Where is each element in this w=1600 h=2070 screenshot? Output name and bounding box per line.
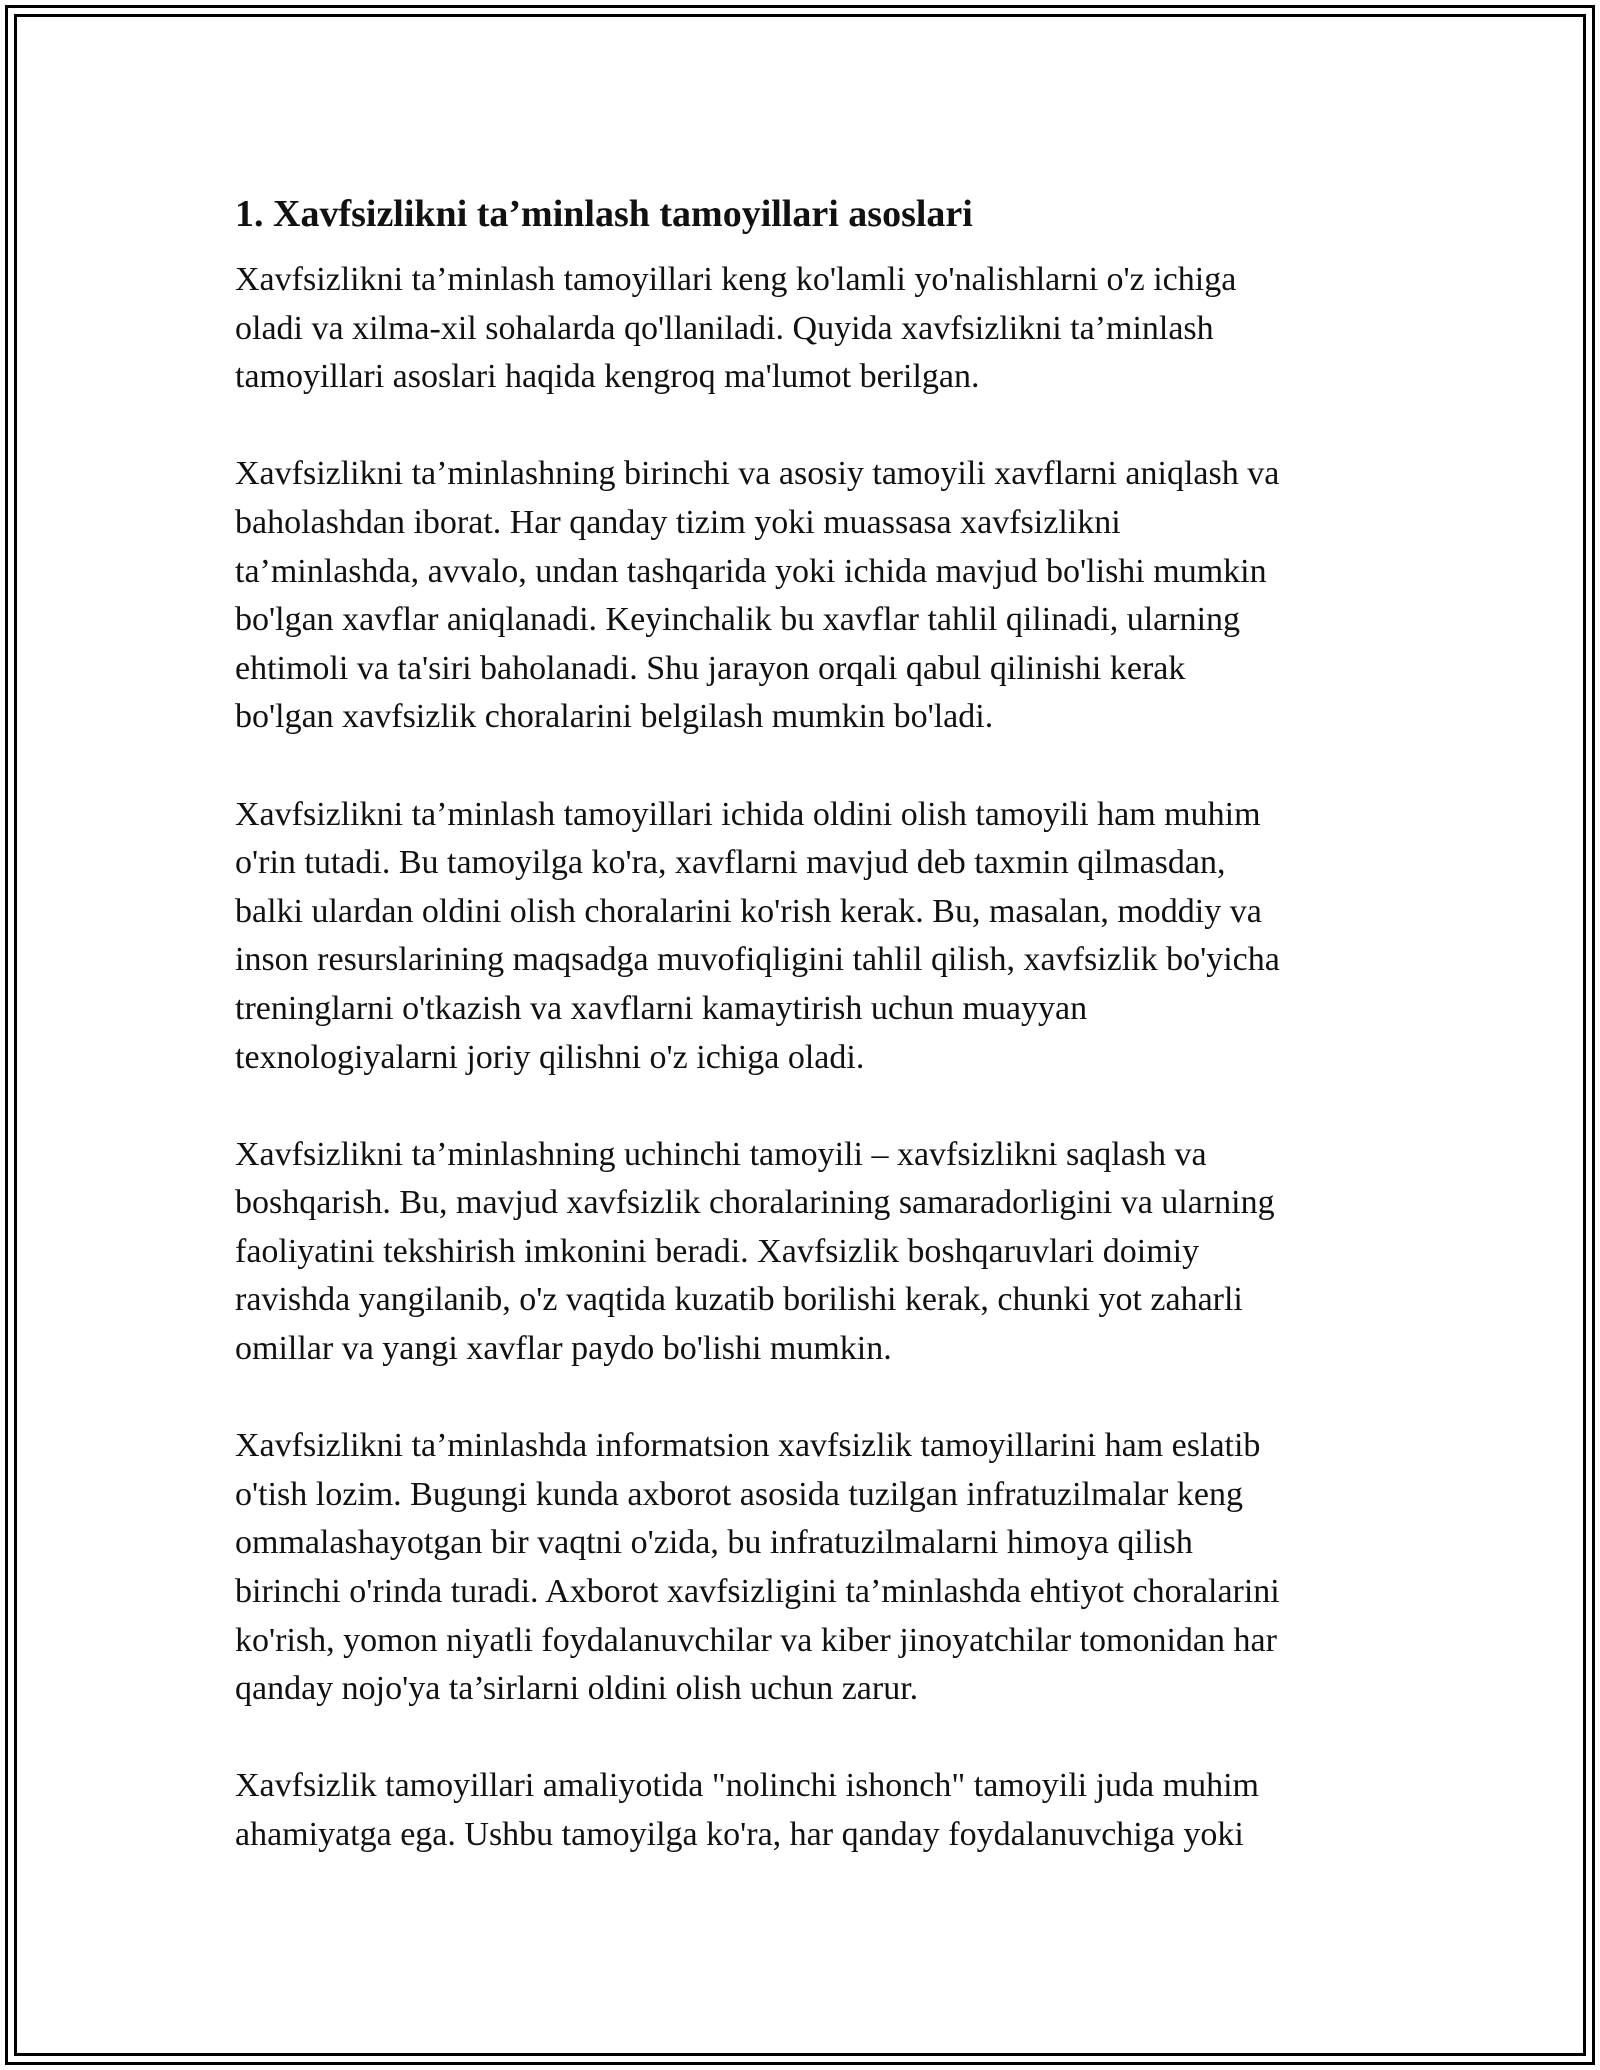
document-body: [235, 188, 1370, 1908]
text-line: birinchi o'rinda turadi. Axborot xavfsizligini ta’minlashda ehtiyot choralarini: [235, 1573, 1280, 1611]
text-line: ahamiyatga ega. Ushbu tamoyilga ko'ra, har qanday foydalanuvchiga yoki: [235, 1816, 1244, 1853]
text-line: Xavfsizlikni ta’minlashda informatsion xavfsizlik tamoyillarini ham eslatib: [235, 1427, 1261, 1465]
section-heading: 1. Xavfsizlikni ta’minlash tamoyillari asoslari: [235, 193, 973, 235]
text-line: omillar va yangi xavflar paydo bo'lishi mumkin.: [235, 1330, 892, 1368]
text-line: ehtimoli va ta'siri baholanadi. Shu jarayon orqali qabul qilinishi kerak: [235, 649, 1186, 687]
text-line: tamoyillari asoslari haqida kengroq ma'lumot berilgan.: [235, 358, 980, 396]
text-line: Xavfsizlikni ta’minlashning birinchi va asosiy tamoyili xavflarni aniqlash va: [235, 455, 1280, 493]
paragraph-zero-trust: [235, 1762, 1370, 1859]
text-line: balki ulardan oldini olish choralarini ko'rish kerak. Bu, masalan, moddiy va: [235, 892, 1262, 930]
text-line: Xavfsizlikni ta’minlash tamoyillari keng ko'lamli yo'nalishlarni o'z ichiga: [235, 261, 1237, 298]
text-line: ko'rish, yomon niyatli foydalanuvchilar va kiber jinoyatchilar tomonidan har: [235, 1621, 1277, 1659]
text-line: o'tish lozim. Bugungi kunda axborot asosida tuzilgan infratuzilmalar keng: [235, 1475, 1243, 1513]
text-line: oladi va xilma-xil sohalarda qo'llaniladi. Quyida xavfsizlikni ta’minlash: [235, 309, 1214, 347]
text-line: bo'lgan xavfsizlik choralarini belgilash mumkin bo'ladi.: [235, 698, 994, 736]
text-line: Xavfsizlikni ta’minlashning uchinchi tamoyili – xavfsizlikni saqlash va: [235, 1135, 1207, 1173]
paragraph-prevention: [235, 791, 1370, 1083]
text-line: boshqarish. Bu, mavjud xavfsizlik choralarining samaradorligini va ularning: [235, 1184, 1275, 1222]
text-line: Xavfsizlikni ta’minlash tamoyillari ichida oldini olish tamoyili ham muhim: [235, 795, 1261, 833]
text-line: texnologiyalarni joriy qilishni o'z ichiga oladi.: [235, 1038, 865, 1076]
paragraph-maintenance: [235, 1131, 1370, 1374]
text-line: ommalashayotgan bir vaqtni o'zida, bu infratuzilmalarni himoya qilish: [235, 1524, 1193, 1562]
text-line: baholashdan iborat. Har qanday tizim yoki muassasa xavfsizlikni: [235, 503, 1121, 541]
text-line: ravishda yangilanib, o'z vaqtida kuzatib borilishi kerak, chunki yot zaharli: [235, 1281, 1243, 1319]
text-line: treninglarni o'tkazish va xavflarni kamaytirish uchun muayyan: [235, 989, 1088, 1027]
paragraph-information-security: [235, 1422, 1370, 1714]
text-line: ta’minlashda, avvalo, undan tashqarida yoki ichida mavjud bo'lishi mumkin: [235, 552, 1267, 590]
text-line: faoliyatini tekshirish imkonini beradi. Xavfsizlik boshqaruvlari doimiy: [235, 1232, 1200, 1270]
text-line: o'rin tutadi. Bu tamoyilga ko'ra, xavflarni mavjud deb taxmin qilmasdan,: [235, 844, 1226, 882]
text-line: bo'lgan xavflar aniqlanadi. Keyinchalik bu xavflar tahlil qilinadi, ularning: [235, 601, 1241, 639]
text-line: Xavfsizlik tamoyillari amaliyotida "nolinchi ishonch" tamoyili juda muhim: [235, 1767, 1259, 1805]
text-line: qanday nojo'ya ta’sirlarni oldini olish uchun zarur.: [235, 1670, 919, 1708]
paragraph-risk-assessment: [235, 450, 1370, 742]
text-line: inson resurslarining maqsadga muvofiqligini tahlil qilish, xavfsizlik bo'yicha: [235, 941, 1280, 979]
paragraph-intro: [235, 256, 1370, 402]
